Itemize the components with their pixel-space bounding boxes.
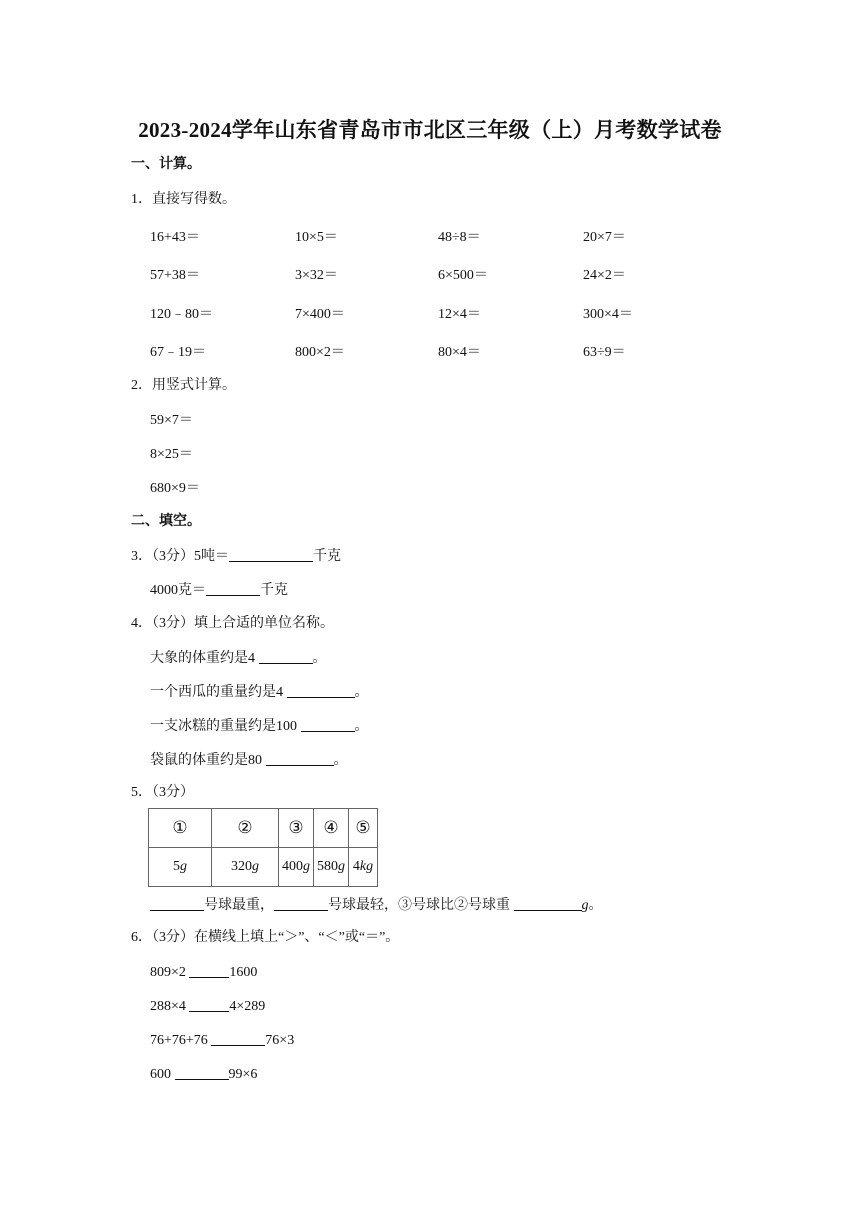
- answer-blank: [287, 683, 355, 698]
- comparison-right: 4×289: [229, 999, 266, 1014]
- question-2-label: 2．用竖式计算。: [131, 378, 236, 393]
- question-5-text-a: 号球最重，: [204, 898, 274, 913]
- oral-item: 20×7＝: [583, 230, 626, 245]
- ball-weight-cell: [149, 848, 212, 887]
- oral-item: 57+38＝: [150, 268, 200, 284]
- oral-calculation-grid: [150, 229, 710, 382]
- table-row: [149, 848, 378, 887]
- ball-number-cell: ④: [314, 809, 349, 848]
- weight-value: 580: [317, 859, 338, 874]
- question-4-item-text: 袋鼠的体重约是80: [150, 753, 266, 768]
- ball-weight-table: [148, 808, 378, 887]
- weight-value: 4: [352, 859, 360, 874]
- comparison-left: 809×2: [150, 965, 190, 980]
- weight-unit: g: [303, 859, 310, 874]
- oral-row: [150, 306, 710, 344]
- answer-blank: [206, 581, 260, 596]
- ball-number-cell: ③: [279, 809, 314, 848]
- weight-unit: g: [252, 859, 259, 874]
- question-4-item-end: 。: [312, 651, 327, 666]
- comparison-right: 99×6: [228, 1067, 258, 1082]
- oral-item: 800×2＝: [295, 344, 345, 360]
- oral-item: 300×4＝: [583, 306, 633, 322]
- question-3: [131, 547, 341, 566]
- vertical-calc-item: 8×25＝: [150, 447, 193, 462]
- exam-title: 2023-2024学年山东省青岛市市北区三年级（上）月考数学试卷: [138, 118, 722, 142]
- weight-unit: kg: [359, 859, 374, 874]
- weight-unit: g: [180, 859, 187, 874]
- ball-weight-cell: [314, 848, 349, 887]
- ball-weight-cell: [279, 848, 314, 887]
- oral-item: 80×4＝: [438, 344, 481, 360]
- oral-item: 10×5＝: [295, 230, 338, 245]
- oral-item: 6×500＝: [438, 268, 488, 284]
- answer-blank: [150, 896, 204, 911]
- comparison-left: 288×4: [150, 999, 190, 1014]
- oral-item: 3×32＝: [295, 268, 338, 284]
- answer-blank: [229, 547, 313, 562]
- oral-row: [150, 229, 710, 267]
- oral-row: [150, 267, 710, 305]
- comparison-item: [150, 963, 257, 982]
- question-4-item: [150, 751, 348, 770]
- answer-blank: [211, 1031, 265, 1046]
- question-6-label: 6．（3分）在横线上填上“＞”、“＜”或“＝”。: [131, 930, 400, 945]
- weight-value: 320: [231, 859, 252, 874]
- vertical-calc-item: 59×7＝: [150, 413, 193, 428]
- answer-blank: [514, 896, 582, 911]
- comparison-item: [150, 1031, 294, 1050]
- question-4-item: [150, 717, 369, 736]
- vertical-calc-item: 680×9＝: [150, 481, 200, 496]
- answer-blank: [266, 751, 334, 766]
- question-3-line-2: [150, 581, 288, 600]
- section-2-heading: 二、填空。: [131, 514, 201, 529]
- oral-item: 48÷8＝: [438, 230, 481, 245]
- question-3-line-2-text: 4000克＝: [150, 583, 206, 598]
- answer-blank: [259, 649, 313, 664]
- weight-value: 5: [173, 859, 180, 874]
- answer-blank: [175, 1065, 229, 1080]
- section-1-heading: 一、计算。: [131, 157, 201, 172]
- question-4-item-text: 一个西瓜的重量约是4: [150, 685, 287, 700]
- answer-blank: [301, 717, 355, 732]
- ball-number-cell: ⑤: [349, 809, 378, 848]
- question-5-end: 。: [588, 898, 603, 913]
- question-5-unit: g: [581, 898, 589, 913]
- question-3-line-2-unit: 千克: [260, 583, 288, 598]
- table-row: [149, 809, 378, 848]
- comparison-left: 76+76+76: [150, 1033, 212, 1048]
- question-3-unit: 千克: [313, 549, 341, 564]
- question-5-label: 5．（3分）: [131, 785, 194, 800]
- answer-blank: [274, 896, 328, 911]
- question-4-item-end: 。: [333, 753, 348, 768]
- question-4-item-end: 。: [354, 685, 369, 700]
- question-4-item-end: 。: [354, 719, 369, 734]
- comparison-right: 1600: [229, 965, 258, 980]
- question-1-label: 1．直接写得数。: [131, 192, 236, 207]
- question-5-sentence: [150, 896, 603, 915]
- ball-weight-cell: [212, 848, 279, 887]
- oral-item: 7×400＝: [295, 306, 345, 322]
- oral-item: 24×2＝: [583, 268, 626, 284]
- ball-number-cell: ②: [212, 809, 279, 848]
- oral-item: 120﹣80＝: [150, 306, 213, 322]
- question-4-item: [150, 683, 369, 702]
- answer-blank: [189, 997, 229, 1012]
- question-3-label: 3．（3分）5吨＝: [131, 549, 229, 564]
- oral-item: 63÷9＝: [583, 344, 626, 360]
- comparison-left: 600: [150, 1067, 175, 1082]
- ball-number-cell: ①: [149, 809, 212, 848]
- weight-unit: g: [338, 859, 345, 874]
- comparison-item: [150, 1065, 257, 1084]
- question-5-text-b: 号球最轻，③号球比②号球重: [328, 898, 514, 913]
- question-4-item-text: 一支冰糕的重量约是100: [150, 719, 301, 734]
- oral-item: 12×4＝: [438, 306, 481, 322]
- comparison-item: [150, 997, 265, 1016]
- ball-weight-cell: [349, 848, 378, 887]
- oral-item: 16+43＝: [150, 230, 200, 245]
- question-4-item-text: 大象的体重约是4: [150, 651, 259, 666]
- question-4-item: [150, 649, 327, 668]
- weight-value: 400: [282, 859, 303, 874]
- question-4-label: 4．（3分）填上合适的单位名称。: [131, 616, 334, 631]
- comparison-right: 76×3: [265, 1033, 295, 1048]
- oral-item: 67﹣19＝: [150, 344, 206, 360]
- answer-blank: [189, 963, 229, 978]
